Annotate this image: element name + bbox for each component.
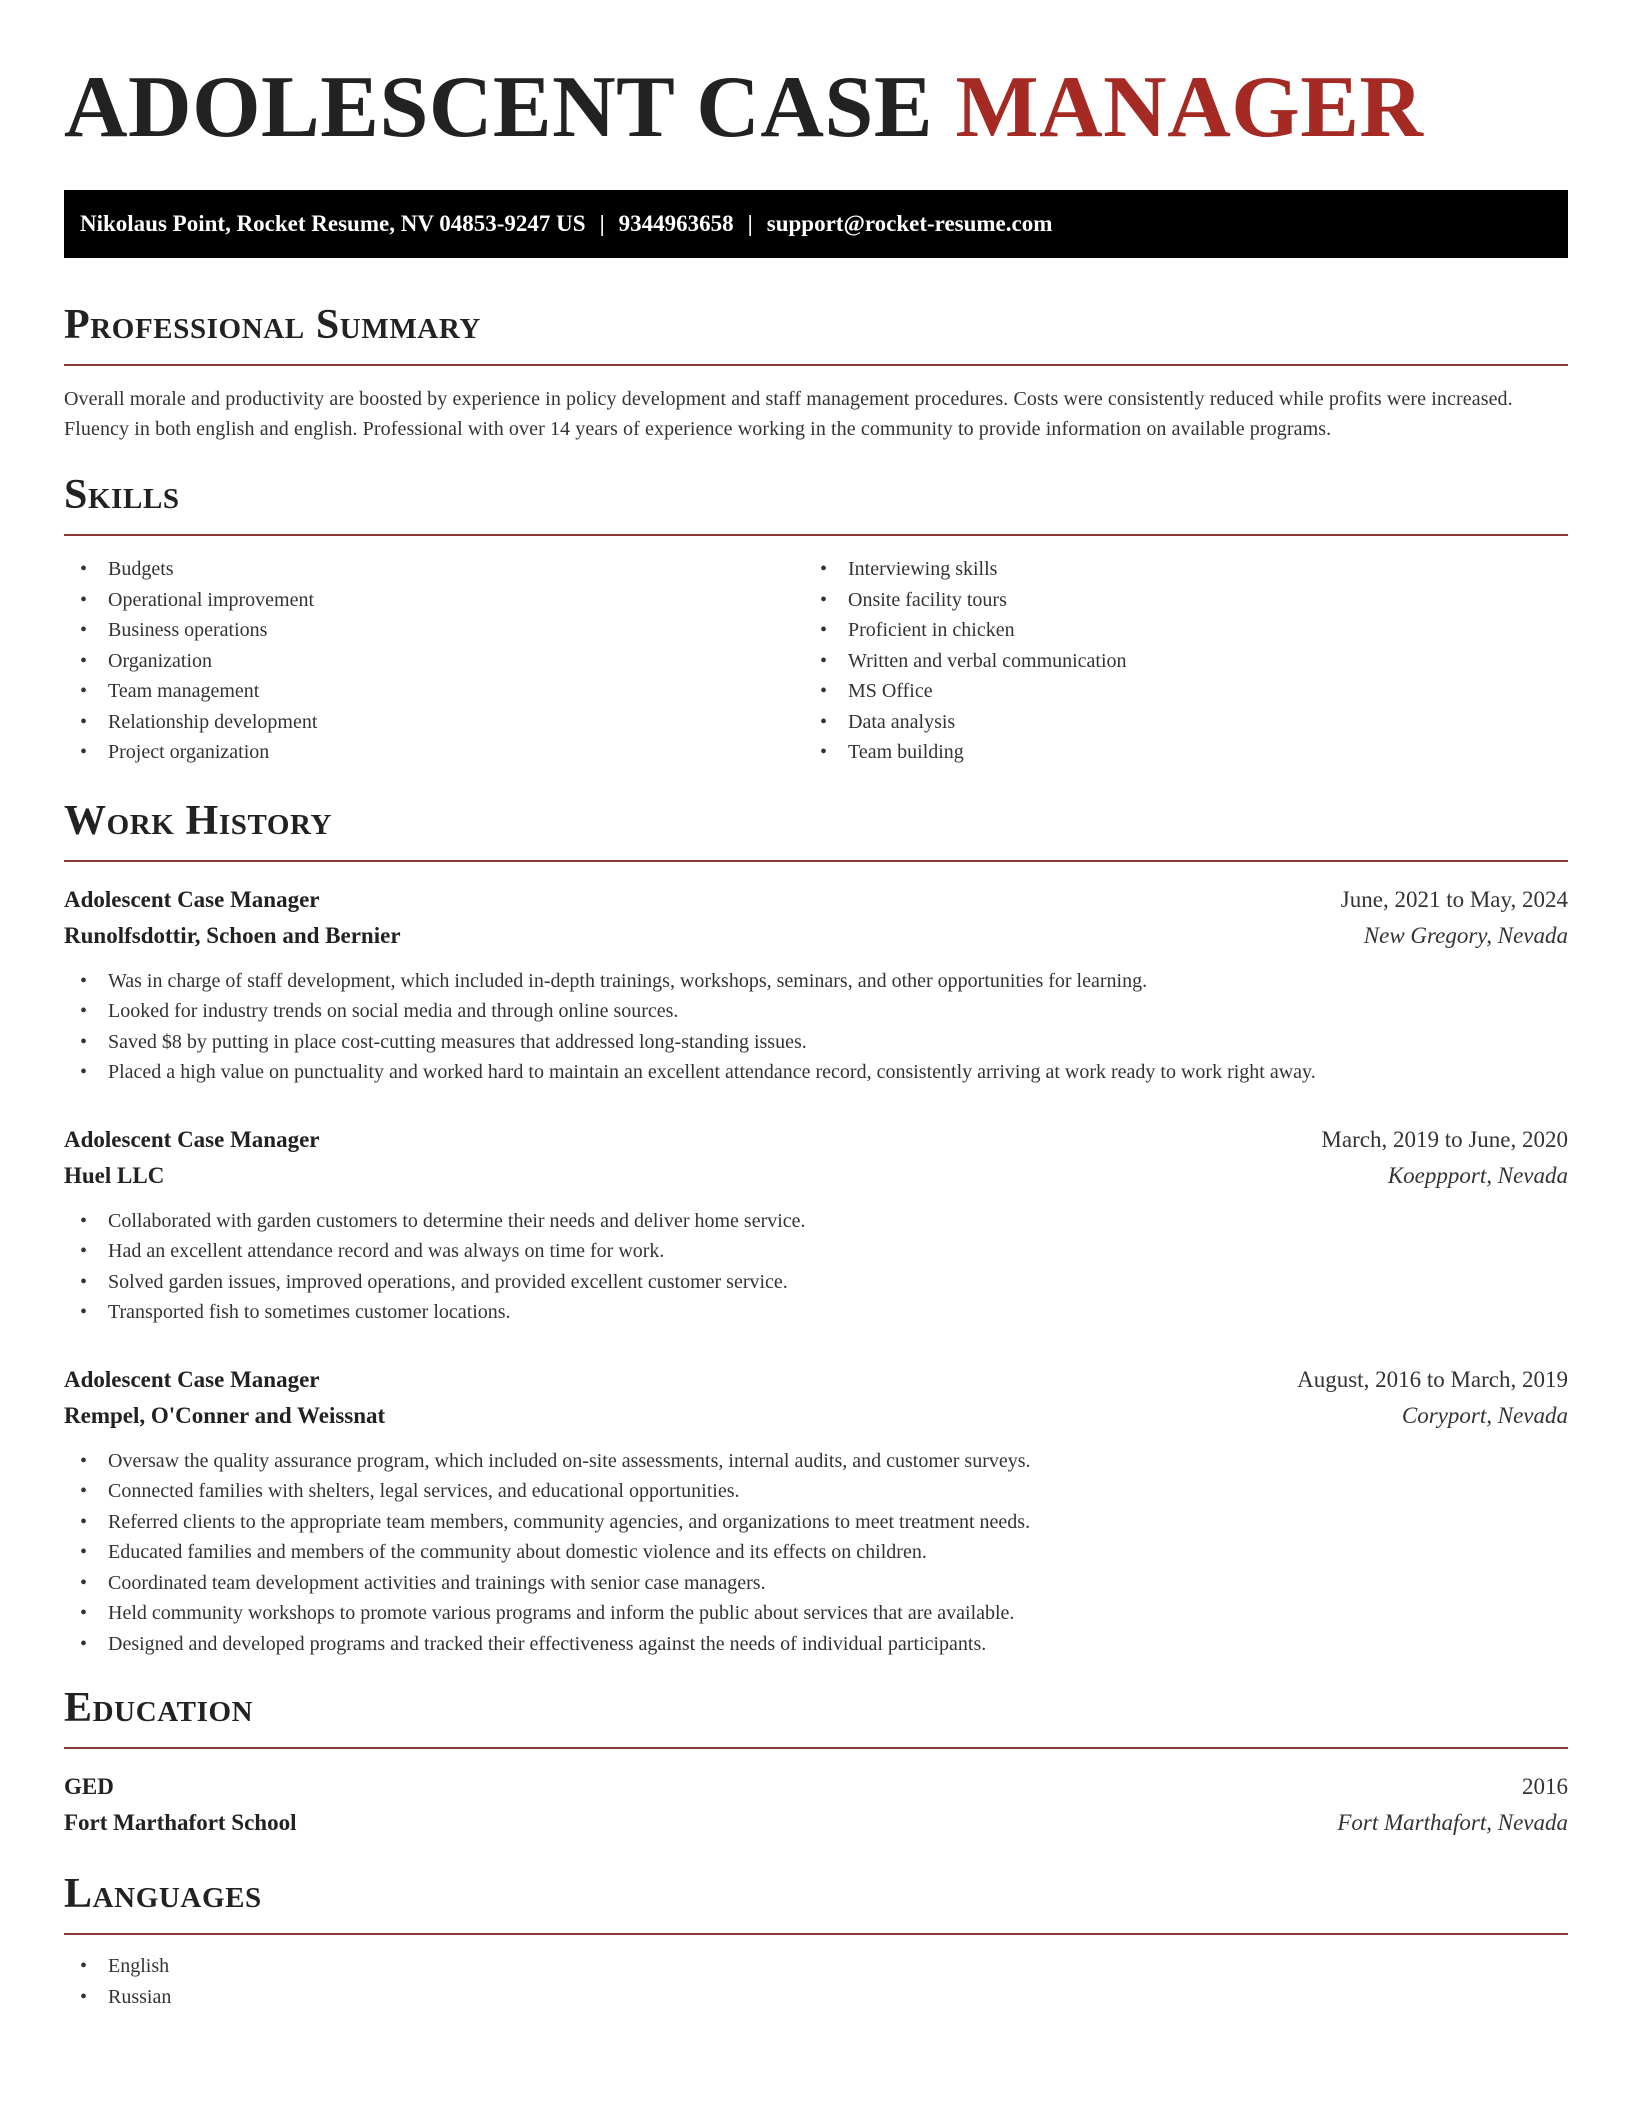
skills-title: Skills <box>64 472 180 518</box>
job-company: Runolfsdottir, Schoen and Bernier <box>64 922 401 948</box>
skill-item: • Organization <box>64 646 804 677</box>
summary-section <box>64 302 1568 444</box>
skill-item: • Interviewing skills <box>804 554 1544 585</box>
job-bullet: • Referred clients to the appropriate team members, community agencies, and organizations to meet treatment needs. <box>64 1507 1568 1538</box>
job-entry <box>64 882 1568 1088</box>
skill-item: • Budgets <box>64 554 804 585</box>
name-accent: MANAGER <box>955 59 1424 156</box>
skills-columns <box>64 554 1568 768</box>
skill-item: • Team management <box>64 676 804 707</box>
section-divider <box>64 534 1568 536</box>
languages-title: Languages <box>64 1871 262 1917</box>
job-company: Rempel, O'Conner and Weissnat <box>64 1402 386 1428</box>
skill-item: • Team building <box>804 737 1544 768</box>
skill-item: • Data analysis <box>804 707 1544 738</box>
job-entry <box>64 1362 1568 1660</box>
contact-phone: 9344963658 <box>618 211 734 236</box>
section-divider <box>64 1747 1568 1749</box>
job-bullet: • Designed and developed programs and tracked their effectiveness against the needs of individual participants. <box>64 1629 1568 1660</box>
job-dates: August, 2016 to March, 2019 <box>1297 1366 1568 1392</box>
contact-email: support@rocket-resume.com <box>766 211 1053 236</box>
contact-bar <box>64 190 1568 258</box>
job-bullet: • Held community workshops to promote various programs and inform the public about services that are available. <box>64 1598 1568 1629</box>
name-main: ADOLESCENT CASE <box>64 59 934 156</box>
job-header-row <box>64 882 1568 918</box>
contact-address: Nikolaus Point, Rocket Resume, NV 04853-9247 US <box>80 211 586 236</box>
section-divider <box>64 1933 1568 1935</box>
job-bullets <box>64 1206 1568 1328</box>
job-bullet: • Educated families and members of the community about domestic violence and its effects on children. <box>64 1537 1568 1568</box>
job-company: Huel LLC <box>64 1162 165 1188</box>
summary-text: Overall morale and productivity are boosted by experience in policy development and staff management procedures. Costs were consistently reduced while profits were increased. Fluency in both english and english. Professional with over 14 years of experience working in the community to provide information on available programs. <box>64 388 1513 440</box>
education-title: Education <box>64 1685 254 1731</box>
education-location: Fort Marthafort, Nevada <box>1337 1810 1568 1835</box>
job-title: Adolescent Case Manager <box>64 886 320 912</box>
languages-list <box>64 1951 1568 2012</box>
work-history-title: Work History <box>64 797 333 844</box>
skill-item: • Project organization <box>64 737 804 768</box>
job-bullet: • Transported fish to sometimes customer locations. <box>64 1297 1568 1328</box>
job-entry <box>64 1122 1568 1328</box>
job-title: Adolescent Case Manager <box>64 1126 320 1152</box>
skill-item: • Relationship development <box>64 707 804 738</box>
education-degree: GED <box>64 1774 114 1799</box>
job-header-row <box>64 1362 1568 1398</box>
job-bullet: • Looked for industry trends on social media and through online sources. <box>64 996 1568 1027</box>
education-section <box>64 1685 1568 1841</box>
resume-name-heading <box>64 60 1568 156</box>
education-entry <box>64 1769 1568 1841</box>
education-year: 2016 <box>1522 1774 1568 1799</box>
work-history-section <box>64 798 1568 1660</box>
job-location: New Gregory, Nevada <box>1363 922 1568 948</box>
skill-item: • Proficient in chicken <box>804 615 1544 646</box>
job-bullet: • Saved $8 by putting in place cost-cutting measures that addressed long-standing issues. <box>64 1027 1568 1058</box>
languages-section <box>64 1871 1568 2012</box>
job-bullet: • Oversaw the quality assurance program, which included on-site assessments, internal audits, and customer surveys. <box>64 1446 1568 1477</box>
job-dates: June, 2021 to May, 2024 <box>1340 886 1568 912</box>
job-location: Koeppport, Nevada <box>1387 1162 1568 1188</box>
language-item: • English <box>64 1951 1568 1982</box>
section-divider <box>64 860 1568 862</box>
contact-separator: | <box>599 211 605 236</box>
section-divider <box>64 364 1568 366</box>
education-school-row <box>64 1805 1568 1841</box>
skills-list-right <box>804 554 1544 768</box>
job-title: Adolescent Case Manager <box>64 1366 320 1392</box>
skill-item: • Business operations <box>64 615 804 646</box>
job-bullet: • Placed a high value on punctuality and worked hard to maintain an excellent attendance record, consistently arriving at work ready to work right away. <box>64 1057 1568 1088</box>
job-bullets <box>64 966 1568 1088</box>
job-bullet: • Collaborated with garden customers to determine their needs and deliver home service. <box>64 1206 1568 1237</box>
skill-item: • Operational improvement <box>64 585 804 616</box>
language-item: • Russian <box>64 1982 1568 2013</box>
job-bullet: • Solved garden issues, improved operations, and provided excellent customer service. <box>64 1267 1568 1298</box>
job-bullet: • Coordinated team development activities and trainings with senior case managers. <box>64 1568 1568 1599</box>
job-bullet: • Connected families with shelters, legal services, and educational opportunities. <box>64 1476 1568 1507</box>
education-degree-row <box>64 1769 1568 1805</box>
job-bullet: • Had an excellent attendance record and was always on time for work. <box>64 1236 1568 1267</box>
skills-list-left <box>64 554 804 768</box>
job-bullets <box>64 1446 1568 1660</box>
skill-item: • MS Office <box>804 676 1544 707</box>
job-header-row <box>64 1122 1568 1158</box>
job-company-row <box>64 1398 1568 1434</box>
skill-item: • Written and verbal communication <box>804 646 1544 677</box>
job-bullet: • Was in charge of staff development, which included in-depth trainings, workshops, seminars, and other opportunities for learning. <box>64 966 1568 997</box>
summary-title: Professional Summary <box>64 302 481 348</box>
contact-separator: | <box>747 211 753 236</box>
skills-section <box>64 472 1568 768</box>
job-company-row <box>64 1158 1568 1194</box>
job-company-row <box>64 918 1568 954</box>
skill-item: • Onsite facility tours <box>804 585 1544 616</box>
job-location: Coryport, Nevada <box>1401 1402 1568 1428</box>
education-school: Fort Marthafort School <box>64 1810 297 1835</box>
job-dates: March, 2019 to June, 2020 <box>1321 1126 1568 1152</box>
